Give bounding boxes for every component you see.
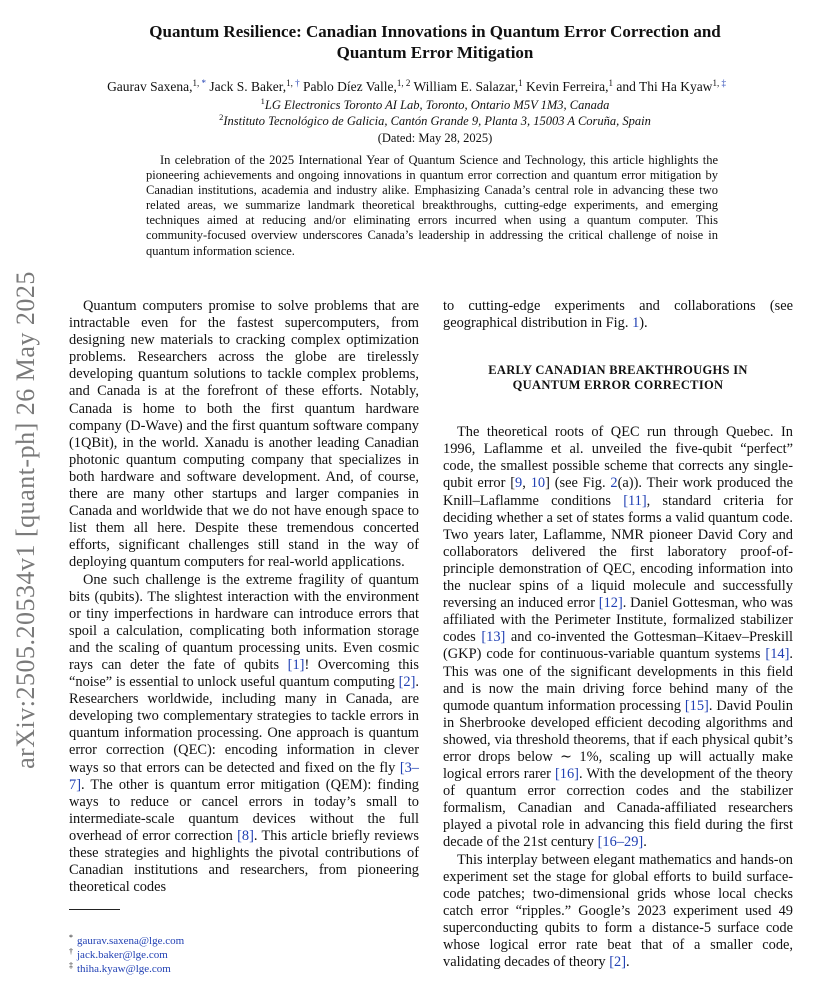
- citation-link[interactable]: [14]: [765, 646, 790, 663]
- title-line-1: Quantum Resilience: Canadian Innovations in Quantum Error Correction and: [149, 22, 721, 41]
- footnote-item: [69, 934, 319, 948]
- footnote-mark: †: [69, 947, 73, 956]
- email-link[interactable]: jack.baker@lge.com: [77, 949, 168, 961]
- citation-link[interactable]: [2]: [398, 674, 416, 691]
- paragraph-continuation: to cutting-edge experiments and collaborations (see geographical distribution in Fig. 1).: [443, 298, 793, 332]
- citation-link[interactable]: [8]: [237, 827, 254, 844]
- author: and Thi Ha Kyaw: [616, 79, 713, 94]
- arxiv-identifier: arXiv:2505.20534v1 [quant-ph] 26 May 2025: [11, 271, 41, 769]
- affiliation-text: Instituto Tecnológico de Galicia, Cantón Grande 9, Planta 3, 15003 A Coruña, Spain: [223, 114, 651, 128]
- author-affil: 1,: [286, 78, 293, 88]
- footnote-rule: [69, 909, 120, 910]
- author-footnote-link[interactable]: †: [292, 78, 300, 88]
- paragraph: Quantum computers promise to solve problems that are intractable even for the fastest supercomputers, from designing new materials to cracking complex optimization problems. Researchers across the globe are tirelessly developing quantum solutions to tackle complex problems, and Canada is at the forefront of these efforts. Notably, Canada is home to both the first quantum hardware company (D-Wave) and the first quantum software company (1QBit), in the world. Xanadu is another leading Canadian photonic quantum computing company that specializes in both hardware and software development. And, of course, there are many other startups and larger companies in Canada and worldwide that we do not have enough space to list them all here. Despite these tremendous concerted efforts, significant challenges still stand in the way of deploying quantum computers for real-world applications.: [69, 298, 419, 571]
- author-footnote-link[interactable]: ‡: [719, 78, 726, 88]
- author: Gaurav Saxena,: [107, 79, 193, 94]
- author: William E. Salazar,: [413, 79, 519, 94]
- paragraph: This interplay between elegant mathematics and hands-on experiment set the stage for global efforts to build surface-code patches; two-dimensional grids whose local checks catch error “ripples.” Google’s 2023 experiment used 49 superconducting qubits to form a distance-5 surface code whose logical error rate beat that of a smaller code, validating decades of theory [2].: [443, 851, 793, 971]
- citation-link[interactable]: [3–7]: [69, 759, 419, 793]
- affiliation-number: 1: [260, 96, 265, 106]
- footnote-mark: *: [69, 933, 73, 942]
- citation-link[interactable]: [16]: [555, 766, 579, 783]
- section-heading: EARLY CANADIAN BREAKTHROUGHS IN QUANTUM ERROR CORRECTION: [488, 363, 748, 393]
- affiliation-1: [85, 97, 785, 113]
- figure-link[interactable]: 1: [632, 315, 640, 332]
- citation-link[interactable]: [11]: [623, 492, 647, 509]
- author-affil: 1,: [192, 78, 200, 88]
- citation-link[interactable]: [1]: [287, 656, 305, 673]
- citation-link[interactable]: [13]: [481, 629, 506, 646]
- citation-link[interactable]: 10: [530, 475, 546, 492]
- author-footnote-link[interactable]: *: [199, 78, 207, 88]
- footnote-item: [69, 948, 319, 962]
- right-column: [443, 298, 793, 971]
- author: Pablo Díez Valle,: [302, 79, 397, 94]
- paragraph: One such challenge is the extreme fragility of quantum bits (qubits). The slightest interaction with the environment or tiny imperfections in hardware can introduce errors that spoil a calculation, complicating both information storage and the scaling of quantum processing units. Even cosmic rays can deter the fate of qubits [1]! Overcoming this “noise” is essential to unlock useful quantum computing [2]. Researchers worldwide, including many in Canada, are developing two complementary strategies to tackle errors in quantum information processing. One approach is quantum error correction (QEC): encoding information in clever ways so that errors can be detected and fixed on the fly [3–7]. The other is quantum error mitigation (QEM): finding ways to reduce or cancel errors in today’s small to intermediate-scale quantum devices without the full overhead of error correction [8]. This article briefly reviews these strategies and highlights the pivotal contributions of Canadian institutions and researchers, from pioneering theoretical codes: [69, 571, 419, 896]
- author-affil: 1, 2: [396, 78, 411, 88]
- dated-line: (Dated: May 28, 2025): [377, 131, 493, 145]
- citation-link[interactable]: 9: [515, 475, 523, 492]
- affiliation-number: 2: [219, 112, 224, 122]
- left-column: [69, 298, 419, 896]
- citation-link[interactable]: [2]: [609, 954, 627, 971]
- paragraph: The theoretical roots of QEC run through Quebec. In 1996, Laflamme et al. unveiled the five-qubit “perfect” code, the smallest possible scheme that corrects any single-qubit error [9, 10] (see Fig. 2(a)). Their work produced the Knill–Laflamme conditions [11], standard criteria for deciding whether a set of states forms a valid quantum code. Two years later, Laflamme, NMR pioneer David Cory and collaborators delivered the first laboratory proof-of-principle demonstration of QEC, encoding information into the nuclear spins of a liquid molecule and successfully reversing an induced error [12]. Daniel Gottesman, who was affiliated with the Perimeter Institute, formalized stabilizer codes [13] and co-invented the Gottesman–Kitaev–Preskill (GKP) code for continuous-variable quantum systems [14]. This was one of the significant developments in this field and is now the main driving force behind many of the qumode quantum information processing [15]. David Poulin in Sherbrooke developed efficient decoding algorithms and showed, via threshold theorems, that if each physical qubit’s error drops below ∼ 1%, scaling up will actually make logical errors rarer [16]. With the development of the theory of quantum error correction codes and the stabilizer formalism, Canadian and Canada-affiliated researchers played a pivotal role in advancing this field during the first decade of the 21st century [16–29].: [443, 424, 794, 851]
- affiliation-2: [85, 113, 785, 129]
- citation-link[interactable]: [15]: [684, 697, 709, 714]
- figure-link[interactable]: 2: [610, 475, 618, 492]
- title-line-2: Quantum Error Mitigation: [336, 43, 534, 62]
- footnote-item: [69, 962, 319, 976]
- author: Kevin Ferreira,: [525, 79, 609, 94]
- arxiv-sidebar: [2, 240, 50, 800]
- citation-link[interactable]: [12]: [598, 595, 623, 612]
- author: Jack S. Baker,: [209, 79, 287, 94]
- author-affil: 1: [518, 78, 523, 88]
- footnotes: [69, 934, 319, 976]
- email-link[interactable]: gaurav.saxena@lge.com: [77, 935, 185, 947]
- author-affil: 1,: [712, 78, 720, 88]
- affiliation-text: LG Electronics Toronto AI Lab, Toronto, Ontario M5V 1M3, Canada: [264, 98, 610, 112]
- paper-title: [85, 21, 785, 63]
- footnote-mark: ‡: [69, 961, 73, 970]
- abstract: In celebration of the 2025 International Year of Quantum Science and Technology, this article highlights the pioneering achievements and ongoing innovations in quantum error correction and quantum error mitigation by Canadian institutions, academia and industry alike. Emphasizing Canada’s central role in advancing these two related areas, we summarize landmark theoretical breakthroughs, cutting-edge experiments, and emerging techniques aimed at reducing and/or eliminating errors incurred when using a quantum computer. This community-focused overview underscores Canada’s leadership in addressing the critical challenge of noise in quantum information science.: [146, 153, 718, 258]
- author-list: [40, 79, 793, 95]
- author-affil: 1: [608, 78, 613, 88]
- citation-link[interactable]: [16–29]: [597, 834, 644, 851]
- email-link[interactable]: thiha.kyaw@lge.com: [77, 963, 171, 975]
